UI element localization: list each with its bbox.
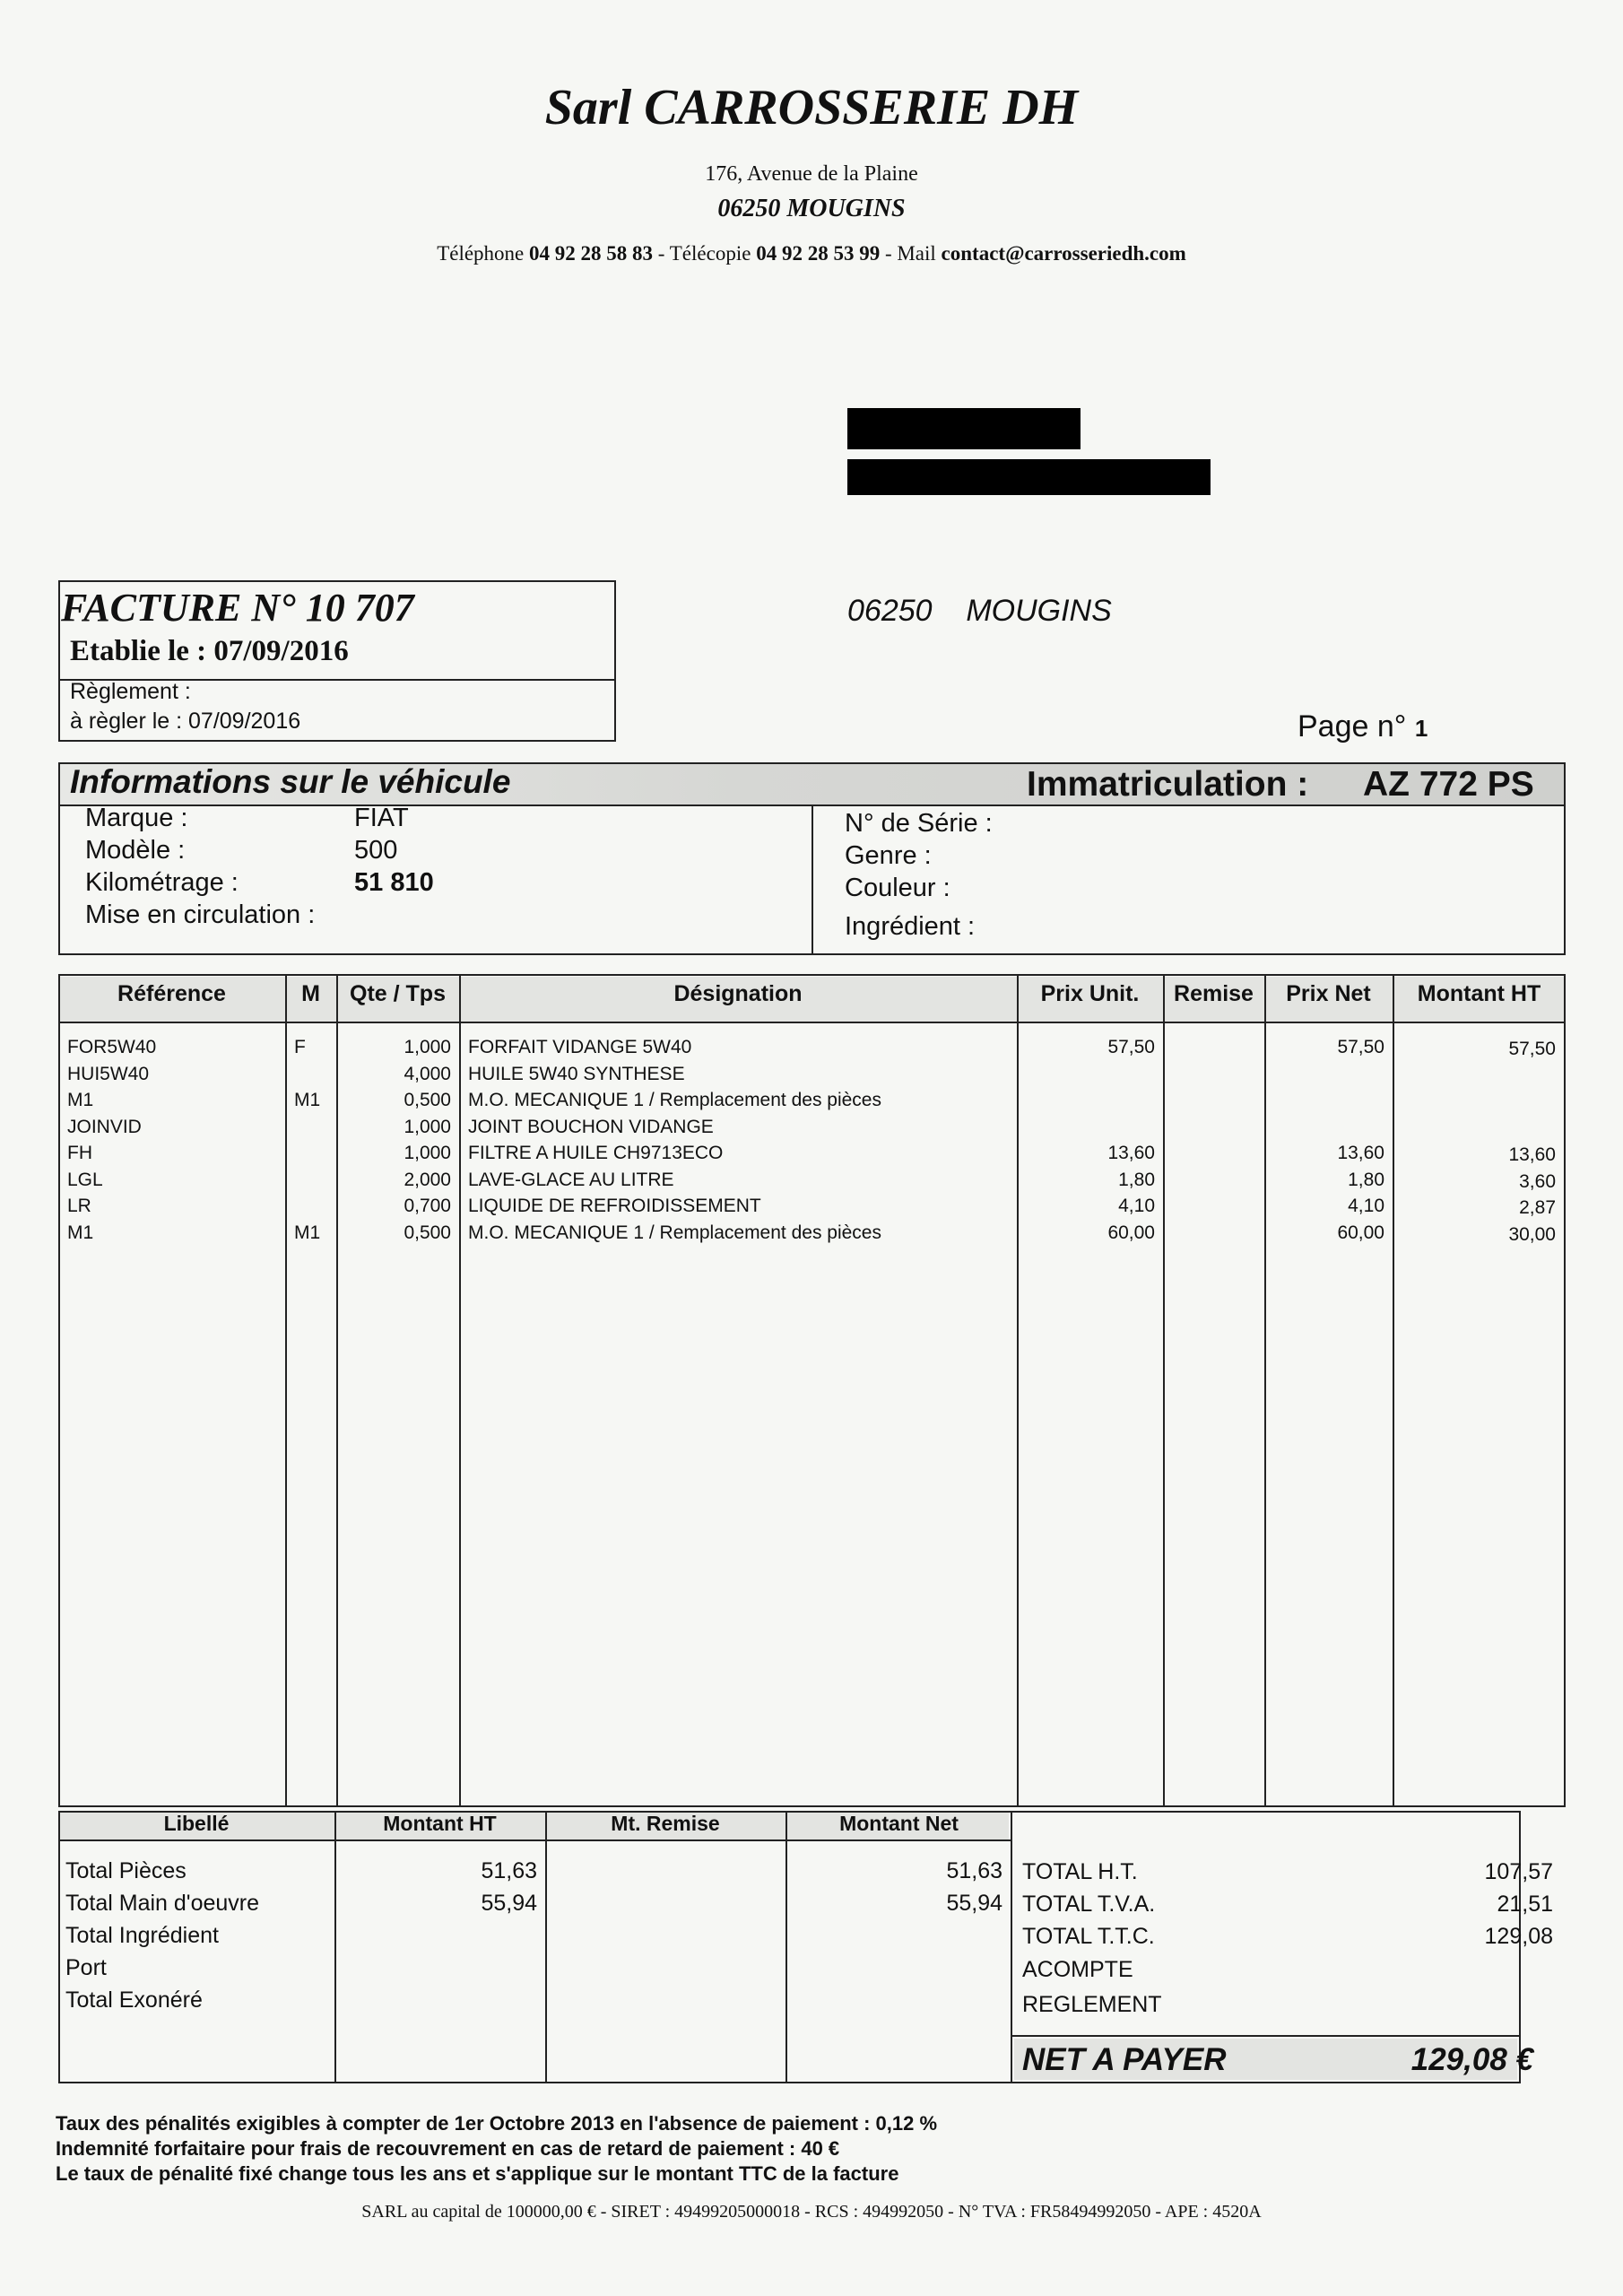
summary-header: Montant Net <box>839 1812 959 1835</box>
total-value: 107,57 <box>1484 1859 1553 1884</box>
item-net-price: 1,80 <box>1348 1169 1384 1190</box>
item-unit-price: 4,10 <box>1118 1196 1155 1216</box>
item-reference: M1 <box>67 1222 94 1243</box>
summary-amount-ht: 55,94 <box>481 1891 537 1916</box>
invoice-title: FACTURE N° 10 707 <box>61 586 414 630</box>
vehicle-field-label: Mise en circulation : <box>85 900 316 929</box>
item-designation: LIQUIDE DE REFROIDISSEMENT <box>468 1196 761 1216</box>
net-label: NET A PAYER <box>1022 2042 1227 2077</box>
penalty-line-2: Indemnité forfaitaire pour frais de recouvrement en cas de retard de paiement : 40 € <box>56 2137 840 2160</box>
item-qty: 1,000 <box>404 1116 451 1137</box>
item-unit-price: 1,80 <box>1118 1169 1155 1190</box>
company-city: 06250 MOUGINS <box>717 195 906 222</box>
net-value: 129,08 € <box>1410 2042 1533 2077</box>
column-header: Prix Net <box>1286 981 1371 1006</box>
item-unit-price: 13,60 <box>1107 1143 1155 1163</box>
total-label: TOTAL T.V.A. <box>1022 1892 1156 1917</box>
item-amount-ht: 30,00 <box>1508 1223 1556 1245</box>
vehicle-field-label: Genre : <box>845 841 932 870</box>
item-qty: 4,000 <box>404 1063 451 1084</box>
summary-label: Port <box>65 1955 107 1980</box>
penalty-line-3: Le taux de pénalité fixé change tous les ans et s'applique sur le montant TTC de la facture <box>56 2162 899 2185</box>
table-row <box>58 1114 1566 1141</box>
total-label: ACOMPTE <box>1022 1957 1133 1982</box>
total-value: 129,08 <box>1484 1924 1553 1949</box>
total-label: TOTAL T.T.C. <box>1022 1924 1155 1949</box>
summary-header: Mt. Remise <box>611 1812 720 1835</box>
item-net-price: 4,10 <box>1348 1196 1384 1216</box>
vehicle-field-label: Kilométrage : <box>85 868 239 897</box>
item-m: F <box>294 1037 306 1057</box>
column-header: Qte / Tps <box>350 981 446 1006</box>
vehicle-field-label: Couleur : <box>845 874 950 902</box>
summary-label: Total Main d'oeuvre <box>65 1891 260 1916</box>
item-reference: LR <box>67 1196 91 1216</box>
item-unit-price: 60,00 <box>1107 1222 1155 1243</box>
item-net-price: 13,60 <box>1337 1143 1384 1163</box>
due-date: à règler le : 07/09/2016 <box>70 709 301 734</box>
summary-amount-net: 55,94 <box>946 1891 1002 1916</box>
item-designation: LAVE-GLACE AU LITRE <box>468 1169 674 1190</box>
immat-label: Immatriculation : <box>1027 765 1309 804</box>
summary-amount-ht: 51,63 <box>481 1858 537 1883</box>
item-reference: FH <box>67 1143 92 1163</box>
vehicle-field-value: 51 810 <box>354 868 434 897</box>
item-m: M1 <box>294 1090 321 1110</box>
summary-amount-net: 51,63 <box>946 1858 1002 1883</box>
invoice-date: Etablie le : 07/09/2016 <box>70 635 349 667</box>
item-reference: M1 <box>67 1090 94 1110</box>
summary-column-divider <box>334 1811 336 2083</box>
company-name: Sarl CARROSSERIE DH <box>544 80 1079 135</box>
recipient-city: 06250 MOUGINS <box>847 594 1112 628</box>
redacted-address <box>847 459 1211 495</box>
item-reference: JOINVID <box>67 1116 142 1137</box>
item-net-price: 60,00 <box>1337 1222 1384 1243</box>
item-qty: 0,700 <box>404 1196 451 1216</box>
vehicle-divider <box>812 804 813 955</box>
tel-label: Téléphone <box>437 242 525 265</box>
item-net-price: 57,50 <box>1337 1037 1384 1057</box>
item-m: M1 <box>294 1222 321 1243</box>
item-qty: 2,000 <box>404 1169 451 1190</box>
column-header: Montant HT <box>1417 981 1541 1006</box>
summary-label: Total Pièces <box>65 1858 187 1883</box>
total-label: TOTAL H.T. <box>1022 1859 1138 1884</box>
item-amount-ht: 2,87 <box>1519 1197 1556 1218</box>
table-row <box>58 1061 1566 1088</box>
penalty-line-1: Taux des pénalités exigibles à compter de 1er Octobre 2013 en l'absence de paiement : 0,12 % <box>56 2112 938 2135</box>
vehicle-field-label: Modèle : <box>85 836 186 865</box>
tel-number: 04 92 28 58 83 <box>529 242 654 265</box>
vehicle-field-label: N° de Série : <box>845 809 993 838</box>
item-designation: HUILE 5W40 SYNTHESE <box>468 1063 685 1084</box>
item-qty: 1,000 <box>404 1037 451 1057</box>
mail-label: - Mail <box>880 242 936 265</box>
summary-column-divider <box>545 1811 547 2083</box>
column-header: Référence <box>117 981 226 1006</box>
redacted-name <box>847 408 1081 449</box>
company-address: 176, Avenue de la Plaine <box>705 162 918 186</box>
item-amount-ht: 13,60 <box>1508 1144 1556 1165</box>
summary-header: Montant HT <box>383 1812 497 1835</box>
mail-address[interactable]: contact@carrosseriedh.com <box>941 242 1186 265</box>
page-value: 1 <box>1414 715 1428 742</box>
item-designation: JOINT BOUCHON VIDANGE <box>468 1116 714 1137</box>
summary-header-line <box>58 1839 1012 1841</box>
column-header: Prix Unit. <box>1040 981 1140 1006</box>
item-qty: 0,500 <box>404 1222 451 1243</box>
summary-label: Total Ingrédient <box>65 1923 219 1948</box>
item-amount-ht: 57,50 <box>1508 1039 1556 1059</box>
item-designation: FILTRE A HUILE CH9713ECO <box>468 1143 724 1163</box>
column-header: Désignation <box>673 981 803 1006</box>
item-unit-price: 57,50 <box>1107 1037 1155 1057</box>
vehicle-section-title: Informations sur le véhicule <box>70 763 511 800</box>
company-contact <box>0 242 1623 265</box>
total-value: 21,51 <box>1497 1892 1553 1917</box>
column-header: Remise <box>1174 981 1254 1006</box>
vehicle-field-label: Ingrédient : <box>845 912 976 941</box>
vehicle-field-label: Marque : <box>85 804 188 832</box>
summary-header: Libellé <box>163 1812 230 1835</box>
fax-label: - Télécopie <box>653 242 751 265</box>
column-header: M <box>301 981 320 1006</box>
legal-mentions: SARL au capital de 100000,00 € - SIRET : 49499205000018 - RCS : 494992050 - N° TVA : FR58494992050 - APE : 4520A <box>361 2202 1262 2222</box>
item-designation: FORFAIT VIDANGE 5W40 <box>468 1037 692 1057</box>
item-qty: 1,000 <box>404 1143 451 1163</box>
total-label: REGLEMENT <box>1022 1992 1162 2017</box>
item-reference: HUI5W40 <box>67 1063 150 1084</box>
vehicle-field-value: 500 <box>354 836 398 865</box>
page-label: Page n° <box>1298 709 1407 744</box>
item-amount-ht: 3,60 <box>1519 1170 1556 1192</box>
payment-label: Règlement : <box>70 679 191 704</box>
item-designation: M.O. MECANIQUE 1 / Remplacement des pièces <box>468 1090 881 1110</box>
page-number <box>1298 709 1428 744</box>
summary-column-divider <box>785 1811 787 2083</box>
item-reference: FOR5W40 <box>67 1037 157 1057</box>
summary-label: Total Exonéré <box>65 1987 203 2013</box>
vehicle-field-value: FIAT <box>354 804 409 832</box>
immat-value: AZ 772 PS <box>1363 765 1534 804</box>
fax-number: 04 92 28 53 99 <box>756 242 881 265</box>
item-designation: M.O. MECANIQUE 1 / Remplacement des pièces <box>468 1222 881 1243</box>
item-qty: 0,500 <box>404 1090 451 1110</box>
item-reference: LGL <box>67 1169 103 1190</box>
